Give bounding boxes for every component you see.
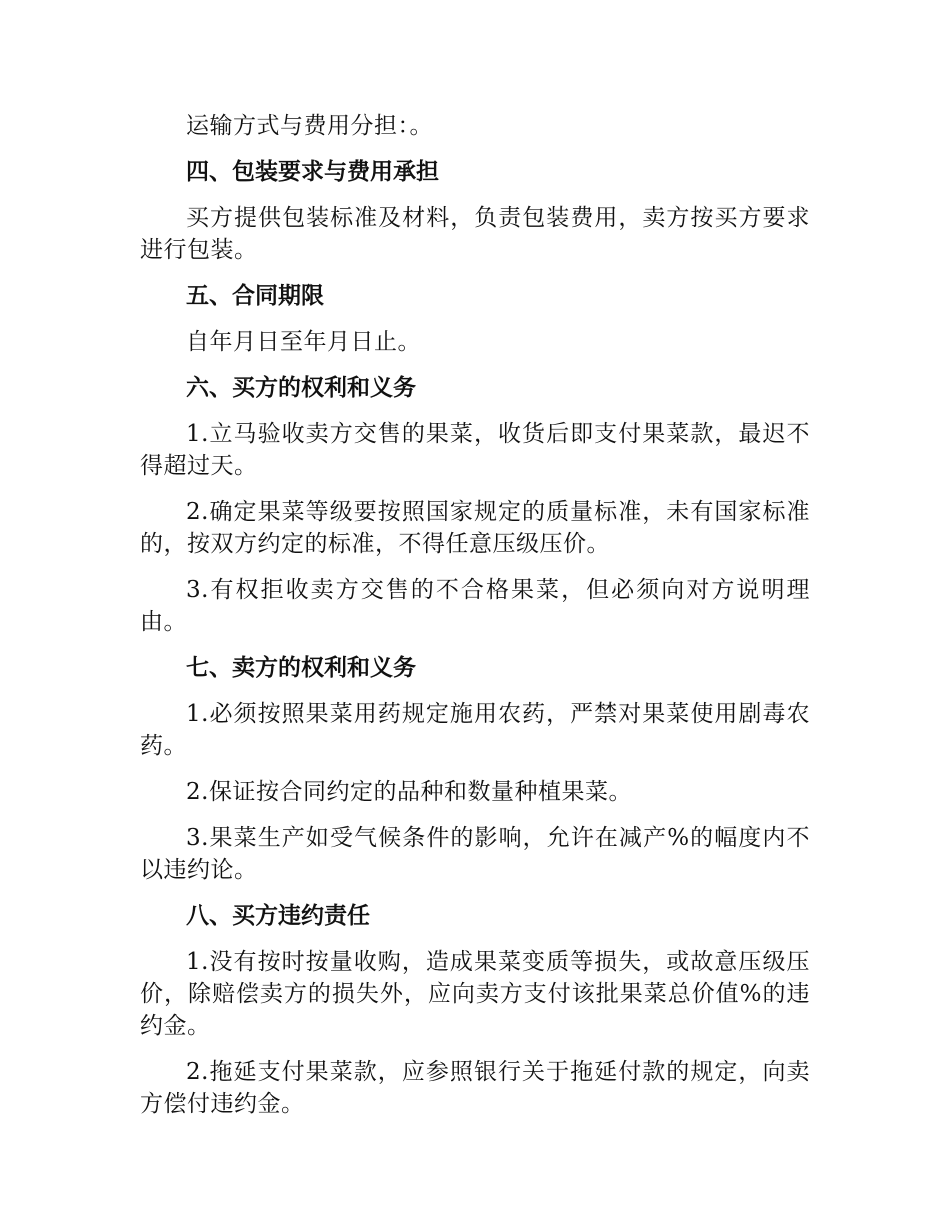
paragraph-buyer-liability-2: 2.拖延支付果菜款，应参照银行关于拖延付款的规定，向卖方偿付违约金。 [140,1059,810,1117]
paragraph-packaging: 买方提供包装标准及材料，负责包装费用，卖方按买方要求进行包装。 [140,205,810,263]
paragraph-buyer-duty-3: 3.有权拒收卖方交售的不合格果菜，但必须向对方说明理由。 [140,577,810,635]
paragraph-seller-duty-2: 2.保证按合同约定的品种和数量种植果菜。 [186,779,632,805]
heading-section-4: 四、包装要求与费用承担 [186,159,439,185]
paragraph-seller-duty-3: 3.果菜生产如受气候条件的影响，允许在减产%的幅度内不以违约论。 [140,825,810,883]
heading-section-7: 七、卖方的权利和义务 [186,655,416,681]
heading-section-5: 五、合同期限 [186,283,324,309]
document-page [140,110,810,1134]
paragraph-term: 自年月日至年月日止。 [186,329,421,355]
paragraph-buyer-duty-2: 2.确定果菜等级要按照国家规定的质量标准，未有国家标准的，按双方约定的标准，不得任意压级压价。 [140,499,810,557]
paragraph-buyer-liability-1: 1.没有按时按量收购，造成果菜变质等损失，或故意压级压价，除赔偿卖方的损失外，应向卖方支付该批果菜总价值%的违约金。 [140,949,810,1039]
paragraph-transport: 运输方式与费用分担：。 [186,113,433,139]
paragraph-seller-duty-1: 1.必须按照果菜用药规定施用农药，严禁对果菜使用剧毒农药。 [140,701,810,759]
heading-section-8: 八、买方违约责任 [186,903,370,929]
paragraph-buyer-duty-1: 1.立马验收卖方交售的果菜，收货后即支付果菜款，最迟不得超过天。 [140,421,810,479]
heading-section-6: 六、买方的权利和义务 [186,375,416,401]
